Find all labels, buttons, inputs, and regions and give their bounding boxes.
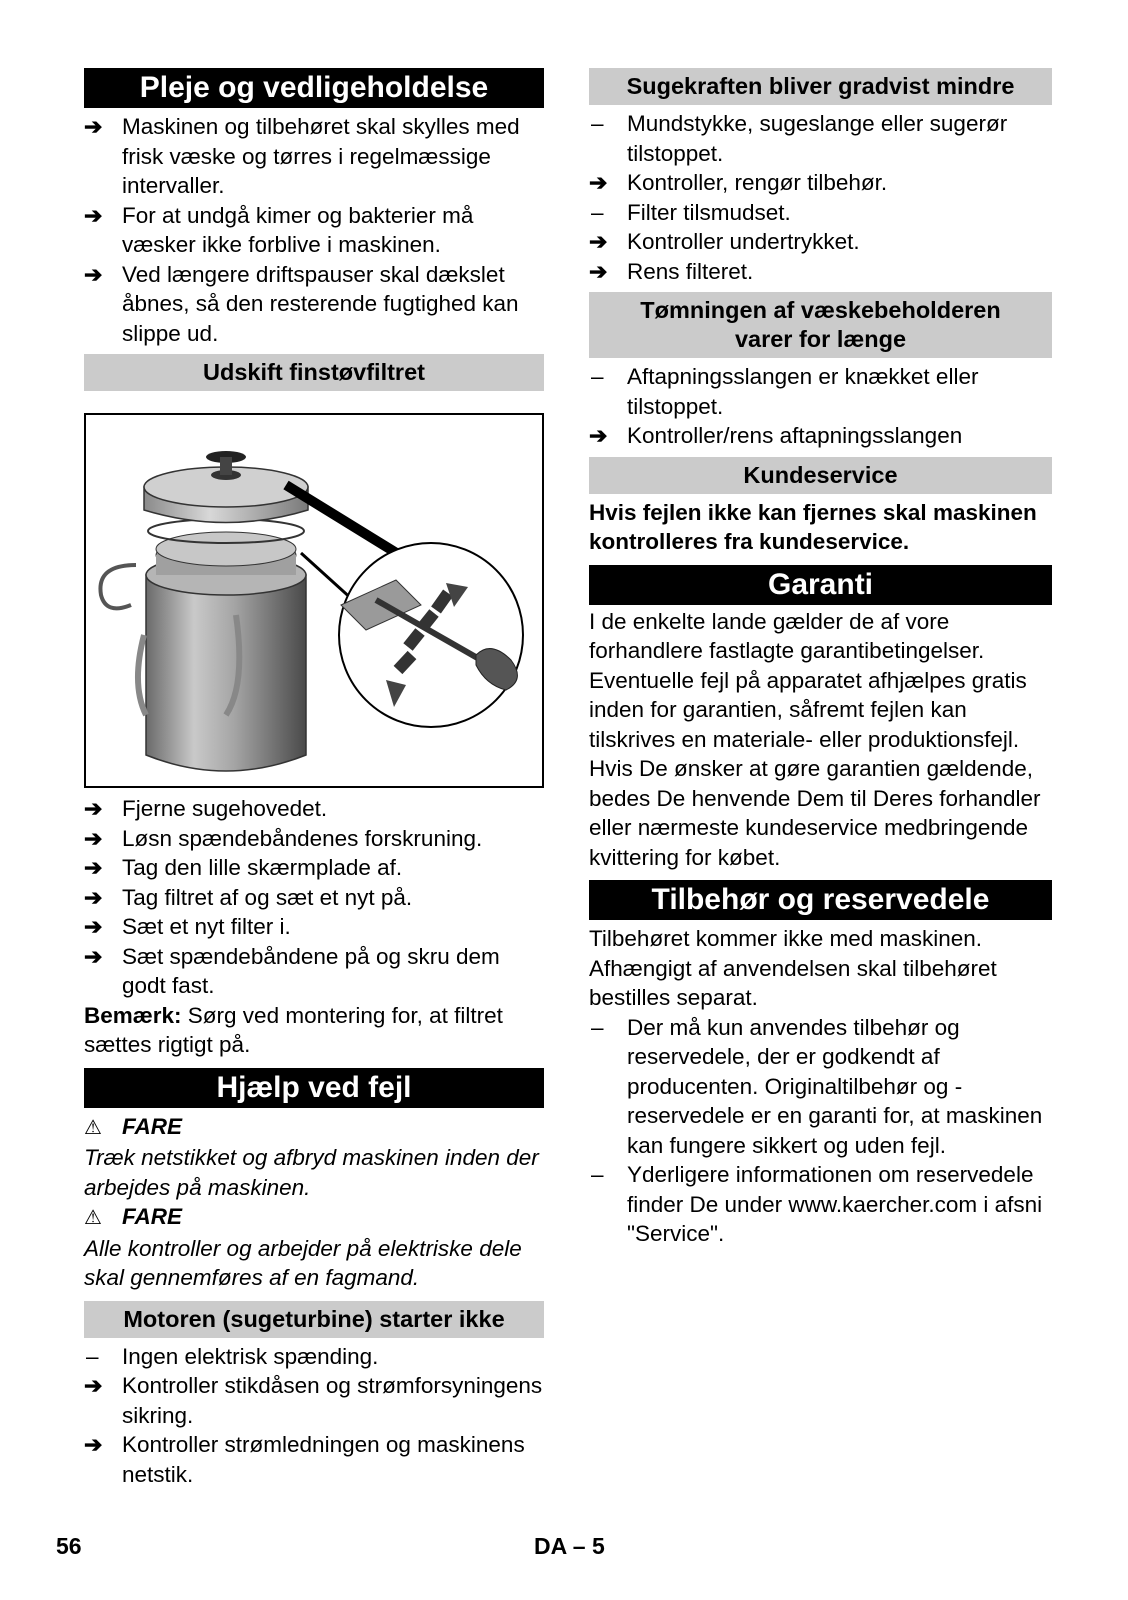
right-column <box>589 68 1052 1249</box>
drain-heading: Tømningen af væskebeholderen varer for længe <box>589 292 1052 358</box>
list-item: ➔ Sæt et nyt filter i. <box>84 912 544 942</box>
filter-note: Bemærk: Sørg ved montering for, at filtret sættes rigtigt på. <box>84 1002 503 1057</box>
motor-list <box>84 1342 544 1490</box>
list-item: – Ingen elektrisk spænding. <box>84 1342 544 1372</box>
arrow-icon: ➔ <box>589 229 608 254</box>
accessories-heading: Tilbehør og reservedele <box>589 880 1052 920</box>
care-heading: Pleje og vedligeholdelse <box>84 68 544 108</box>
arrow-icon: ➔ <box>84 114 103 139</box>
list-item: ➔ Tag filtret af og sæt et nyt på. <box>84 883 544 913</box>
arrow-icon: ➔ <box>84 943 103 969</box>
list-item: ➔ Sæt spændebåndene på og skru dem godt fast. <box>84 943 500 998</box>
list-item: ➔ Kontroller/rens aftapningsslangen <box>589 421 1052 451</box>
motor-heading: Motoren (sugeturbine) starter ikke <box>84 1301 544 1338</box>
list-item: – Filter tilsmudset. <box>589 198 1052 228</box>
list-item: – Aftapningsslangen er knækket eller tilstoppet. <box>591 364 979 419</box>
arrow-icon: ➔ <box>589 423 608 448</box>
filter-replacement-illustration <box>84 413 544 788</box>
page-number: 56 <box>56 1533 82 1559</box>
list-item: ➔ Kontroller stikdåsen og strømforsyningens sikring. <box>84 1373 543 1428</box>
filter-heading: Udskift finstøvfiltret <box>84 354 544 391</box>
arrow-icon: ➔ <box>84 825 103 851</box>
dash-marker: – <box>591 199 604 225</box>
accessories-list <box>589 1013 1052 1249</box>
dash-marker: – <box>591 1162 604 1187</box>
warning-label: ⚠ FARE <box>84 1112 544 1144</box>
warning-label: ⚠ FARE <box>84 1202 544 1234</box>
list-item: ➔ Tag den lille skærmplade af. <box>84 853 544 883</box>
suction-list <box>589 109 1052 286</box>
help-heading: Hjælp ved fejl <box>84 1068 544 1108</box>
arrow-icon: ➔ <box>84 1373 103 1398</box>
list-item: – Mundstykke, sugeslange eller sugerør tilstoppet. <box>591 111 1008 166</box>
arrow-icon: ➔ <box>84 914 103 939</box>
list-item: ➔ Kontroller undertrykket. <box>589 227 1052 257</box>
accessories-intro: Tilbehøret kommer ikke med maskinen. Afhængigt af anvendelsen skal tilbehøret bestilles separat. <box>589 926 997 1010</box>
left-column <box>84 68 544 1489</box>
list-item: ➔ Kontroller, rengør tilbehør. <box>589 168 1052 198</box>
list-item: – Yderligere informationen om reservedele finder De under www.kaercher.com i afsni "Service". <box>591 1162 1043 1246</box>
warning-icon: ⚠ <box>84 1116 102 1139</box>
suction-heading: Sugekraften bliver gradvist mindre <box>589 68 1052 105</box>
list-item: ➔ Rens filteret. <box>589 257 1052 287</box>
list-item: – Der må kun anvendes tilbehør og reservedele, der er godkendt af producenten. Originaltilbehør og -reservedele er en garanti for, at maskinen kan fungere sikkert og uden fejl. <box>591 1014 1043 1158</box>
warning-text: Alle kontroller og arbejder på elektriske dele skal gennemføres af en fagmand. <box>84 1235 522 1290</box>
warning-text: Træk netstikket og afbryd maskinen inden der arbejdes på maskinen. <box>84 1145 539 1200</box>
arrow-icon: ➔ <box>84 855 103 880</box>
arrow-icon: ➔ <box>84 261 103 287</box>
arrow-icon: ➔ <box>589 170 608 195</box>
dash-marker: – <box>591 1014 604 1040</box>
warranty-text: I de enkelte lande gælder de af vore forhandlere fastlagte garantibetingelser. Eventuelle fejl på apparatet afhjælpes gratis inden for garantien, såfremt fejlen kan tilskrives en materiale- eller produktionsfejl. Hvis De ønsker at gøre garantien gældende, bedes De henvende Dem til Deres forhandler eller nærmeste kundeservice medbringende kvittering for købet. <box>589 608 1041 870</box>
care-list <box>84 112 544 348</box>
dash-marker: – <box>86 1343 99 1369</box>
service-heading: Kundeservice <box>589 457 1052 494</box>
list-item: ➔ Maskinen og tilbehøret skal skylles med frisk væske og tørres i regelmæssige intervaller. <box>84 114 520 198</box>
arrow-icon: ➔ <box>589 258 608 284</box>
warning-icon: ⚠ <box>84 1207 102 1229</box>
section-label: DA – 5 <box>534 1533 605 1559</box>
list-item: ➔ Ved længere driftspauser skal dækslet åbnes, så den resterende fugtighed kan slippe ud. <box>84 261 519 346</box>
list-item: ➔ For at undgå kimer og bakterier må væsker ikke forblive i maskinen. <box>84 202 474 257</box>
list-item: ➔ Fjerne sugehovedet. <box>84 794 544 824</box>
drain-list <box>589 362 1052 451</box>
dash-marker: – <box>591 111 604 136</box>
warranty-heading: Garanti <box>589 565 1052 605</box>
arrow-icon: ➔ <box>84 884 103 910</box>
list-item: ➔ Kontroller strømledningen og maskinens netstik. <box>84 1432 525 1487</box>
arrow-icon: ➔ <box>84 796 103 821</box>
filter-steps-list <box>84 794 544 1001</box>
arrow-icon: ➔ <box>84 202 103 228</box>
vacuum-machine-illustration <box>86 415 542 786</box>
service-text: Hvis fejlen ikke kan fjernes skal maskinen kontrolleres fra kundeservice. <box>589 499 1037 554</box>
list-item: ➔ Løsn spændebåndenes forskruning. <box>84 824 544 854</box>
dash-marker: – <box>591 364 604 389</box>
arrow-icon: ➔ <box>84 1432 103 1457</box>
